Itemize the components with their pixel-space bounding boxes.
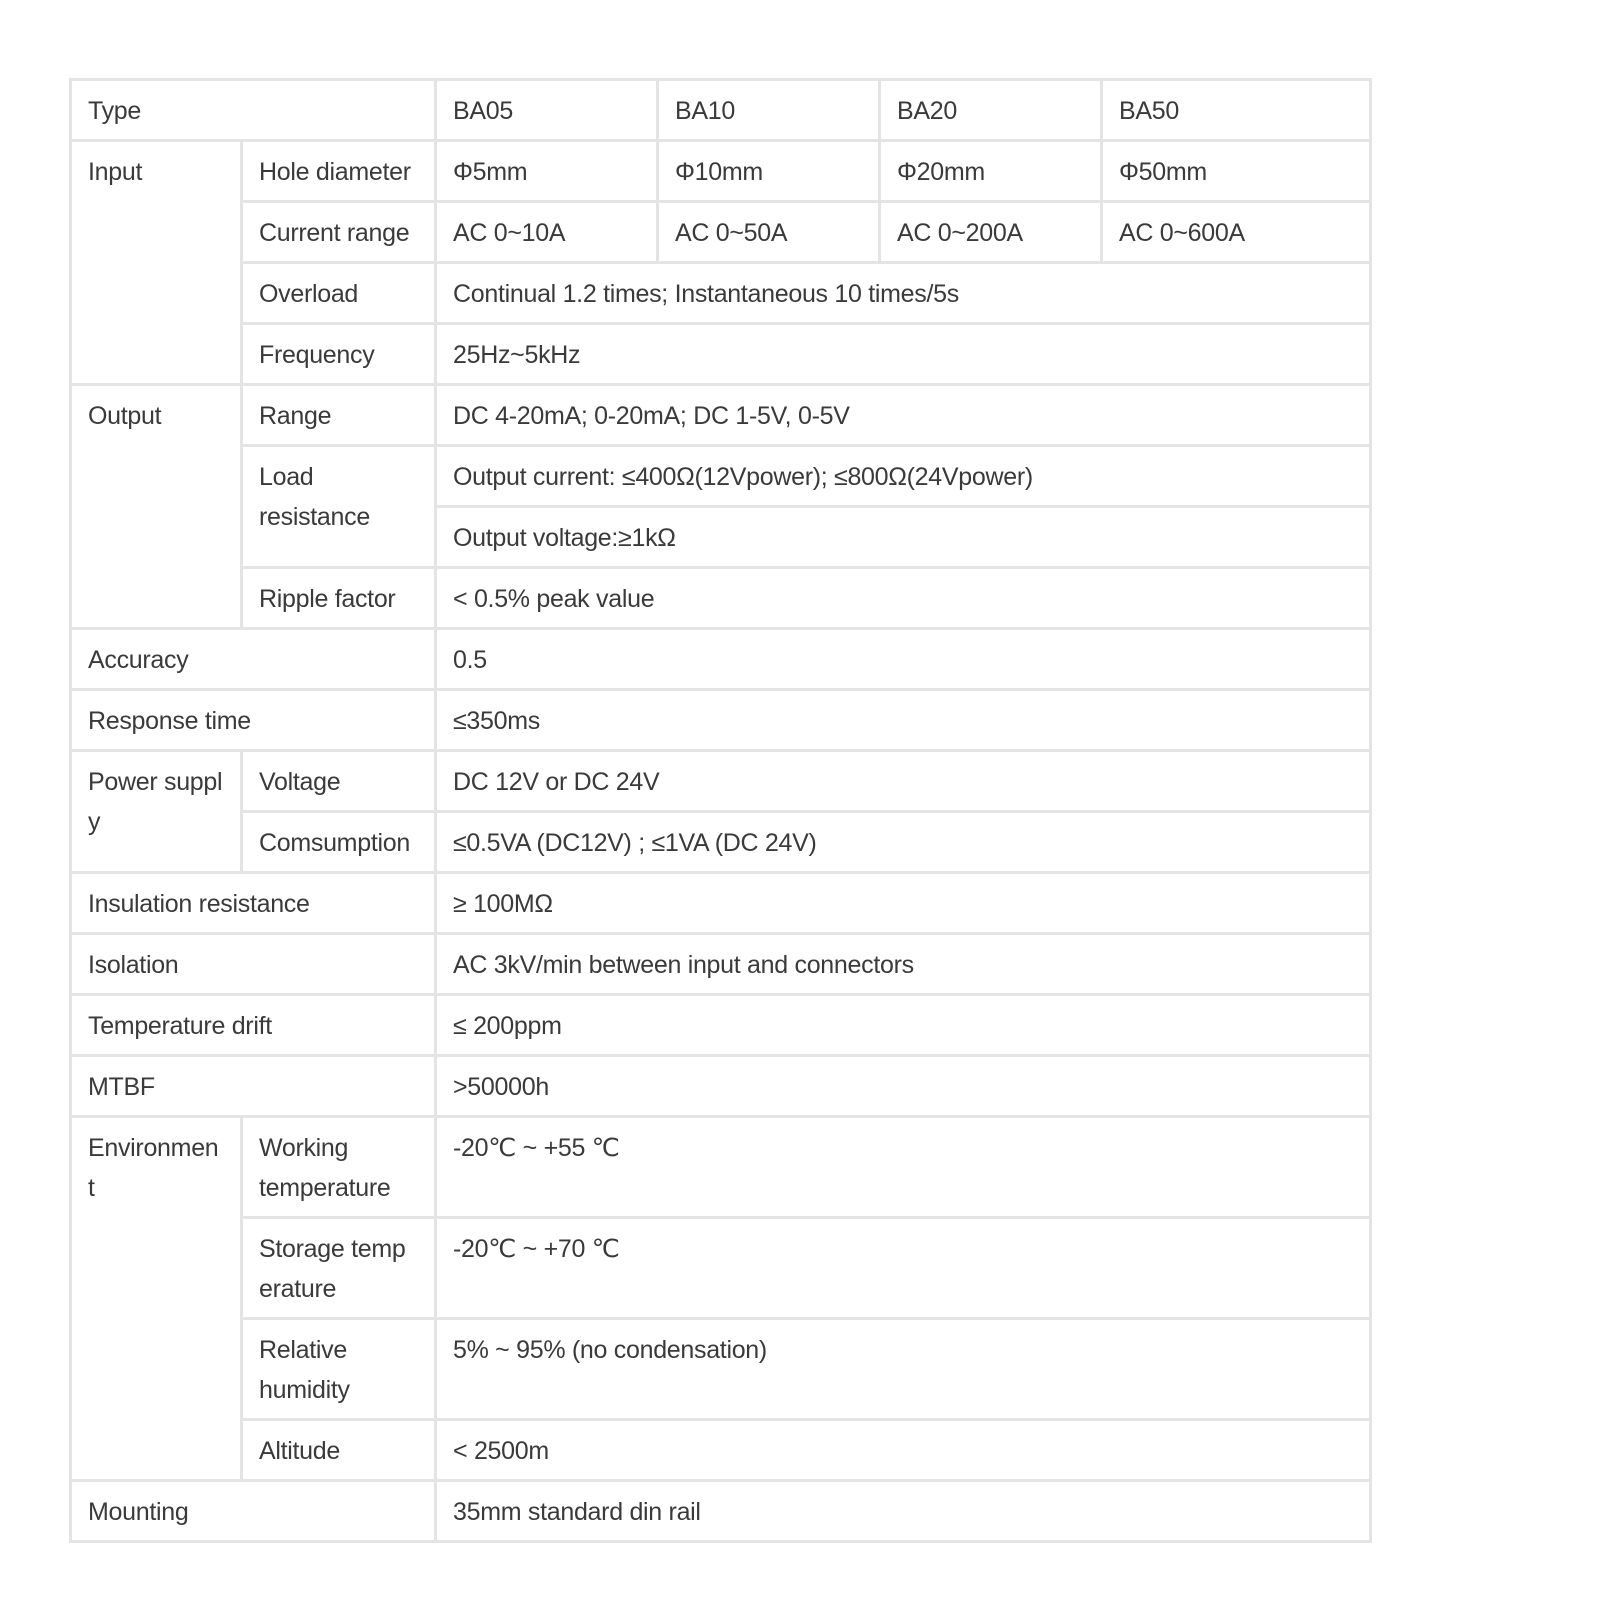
table-row-working-temperature: [71, 1117, 1371, 1218]
table-row-load-current: [71, 446, 1371, 507]
type-label: Type: [71, 80, 436, 141]
current-range-ba20: AC 0~200A: [880, 202, 1102, 263]
mtbf-value: >50000h: [436, 1056, 1371, 1117]
model-ba10: BA10: [658, 80, 880, 141]
storage-temperature-label: Storage temperature: [242, 1218, 436, 1319]
power-voltage-value: DC 12V or DC 24V: [436, 751, 1371, 812]
table-row-power-voltage: [71, 751, 1371, 812]
table-row-temperature-drift: [71, 995, 1371, 1056]
altitude-value: < 2500m: [436, 1420, 1371, 1481]
overload-label: Overload: [242, 263, 436, 324]
frequency-label: Frequency: [242, 324, 436, 385]
table-row-overload: [71, 263, 1371, 324]
altitude-label: Altitude: [242, 1420, 436, 1481]
isolation-value: AC 3kV/min between input and connectors: [436, 934, 1371, 995]
output-group-label: Output: [71, 385, 242, 629]
table-row-insulation: [71, 873, 1371, 934]
hole-diameter-ba05: Φ5mm: [436, 141, 658, 202]
table-row-mtbf: [71, 1056, 1371, 1117]
ripple-factor-label: Ripple factor: [242, 568, 436, 629]
temperature-drift-label: Temperature drift: [71, 995, 436, 1056]
table-row-isolation: [71, 934, 1371, 995]
table-row-altitude: [71, 1420, 1371, 1481]
table-row-power-consumption: [71, 812, 1371, 873]
accuracy-label: Accuracy: [71, 629, 436, 690]
model-ba20: BA20: [880, 80, 1102, 141]
relative-humidity-label: Relative humidity: [242, 1319, 436, 1420]
ripple-factor-value: < 0.5% peak value: [436, 568, 1371, 629]
current-range-ba05: AC 0~10A: [436, 202, 658, 263]
table-row-mounting: [71, 1481, 1371, 1542]
working-temperature-value: -20℃ ~ +55 ℃: [436, 1117, 1371, 1218]
load-resistance-current: Output current: ≤400Ω(12Vpower); ≤800Ω(24Vpower): [436, 446, 1371, 507]
table-row-current-range: [71, 202, 1371, 263]
load-resistance-voltage: Output voltage:≥1kΩ: [436, 507, 1371, 568]
load-resistance-label: Load resistance: [242, 446, 436, 568]
table-row-output-range: [71, 385, 1371, 446]
output-range-label: Range: [242, 385, 436, 446]
table-row-hole-diameter: [71, 141, 1371, 202]
table-row-frequency: [71, 324, 1371, 385]
spec-table: [69, 78, 1372, 1543]
storage-temperature-value: -20℃ ~ +70 ℃: [436, 1218, 1371, 1319]
hole-diameter-ba20: Φ20mm: [880, 141, 1102, 202]
overload-value: Continual 1.2 times; Instantaneous 10 times/5s: [436, 263, 1371, 324]
current-range-ba10: AC 0~50A: [658, 202, 880, 263]
power-supply-group-label: Power supply: [71, 751, 242, 873]
input-group-label: Input: [71, 141, 242, 385]
table-row-accuracy: [71, 629, 1371, 690]
hole-diameter-ba50: Φ50mm: [1102, 141, 1371, 202]
insulation-resistance-label: Insulation resistance: [71, 873, 436, 934]
relative-humidity-value: 5% ~ 95% (no condensation): [436, 1319, 1371, 1420]
power-consumption-label: Comsumption: [242, 812, 436, 873]
mounting-value: 35mm standard din rail: [436, 1481, 1371, 1542]
temperature-drift-value: ≤ 200ppm: [436, 995, 1371, 1056]
response-time-value: ≤350ms: [436, 690, 1371, 751]
mtbf-label: MTBF: [71, 1056, 436, 1117]
accuracy-value: 0.5: [436, 629, 1371, 690]
table-row-response-time: [71, 690, 1371, 751]
working-temperature-label: Working temperature: [242, 1117, 436, 1218]
current-range-label: Current range: [242, 202, 436, 263]
mounting-label: Mounting: [71, 1481, 436, 1542]
response-time-label: Response time: [71, 690, 436, 751]
model-ba50: BA50: [1102, 80, 1371, 141]
output-range-value: DC 4-20mA; 0-20mA; DC 1-5V, 0-5V: [436, 385, 1371, 446]
current-range-ba50: AC 0~600A: [1102, 202, 1371, 263]
table-row-relative-humidity: [71, 1319, 1371, 1420]
hole-diameter-ba10: Φ10mm: [658, 141, 880, 202]
table-row-ripple: [71, 568, 1371, 629]
isolation-label: Isolation: [71, 934, 436, 995]
power-voltage-label: Voltage: [242, 751, 436, 812]
hole-diameter-label: Hole diameter: [242, 141, 436, 202]
insulation-resistance-value: ≥ 100MΩ: [436, 873, 1371, 934]
table-row-type: [71, 80, 1371, 141]
frequency-value: 25Hz~5kHz: [436, 324, 1371, 385]
power-consumption-value: ≤0.5VA (DC12V) ; ≤1VA (DC 24V): [436, 812, 1371, 873]
table-row-storage-temperature: [71, 1218, 1371, 1319]
model-ba05: BA05: [436, 80, 658, 141]
environment-group-label: Environment: [71, 1117, 242, 1481]
